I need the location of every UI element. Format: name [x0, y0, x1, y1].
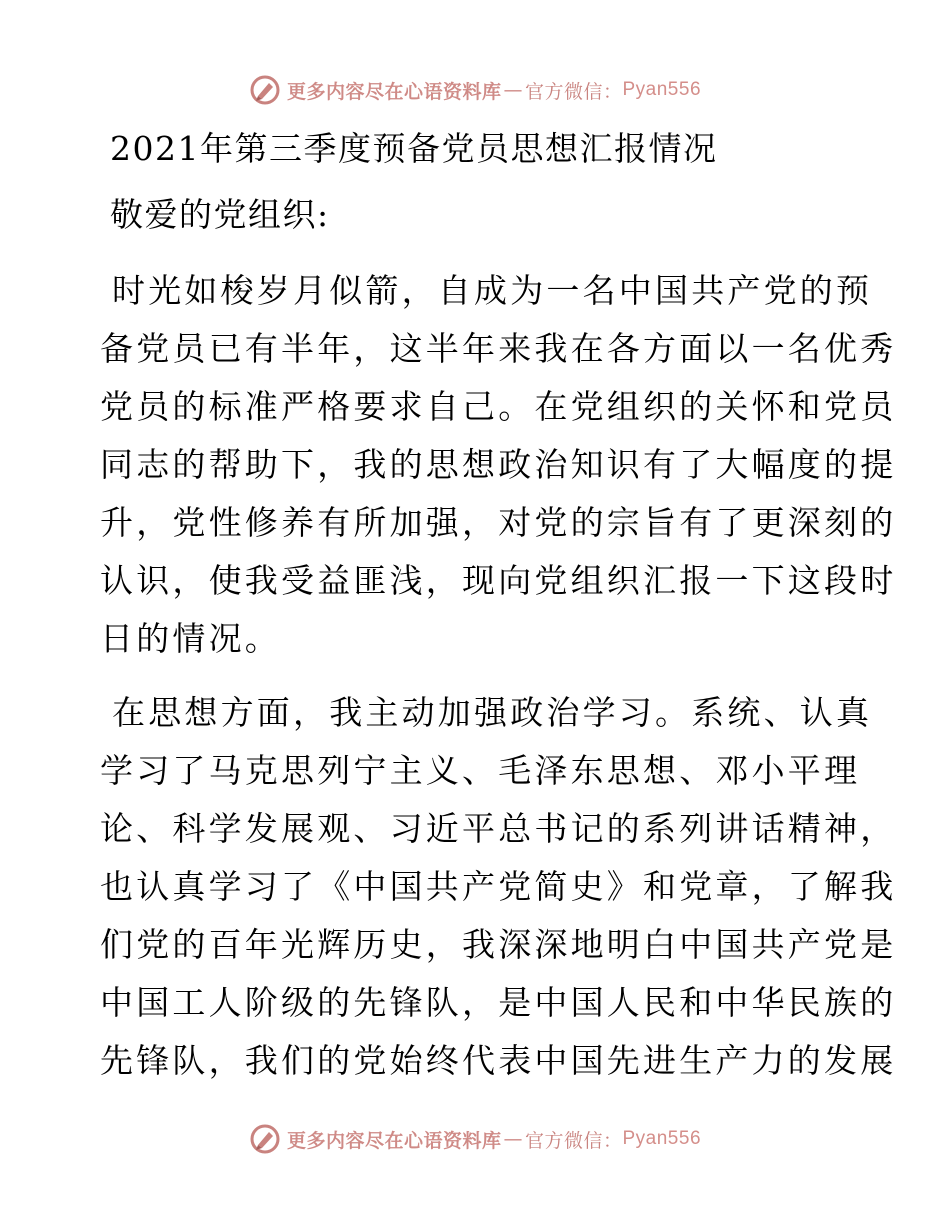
watermark-dash: —	[503, 79, 523, 101]
paragraph-line: 在思想方面，我主动加强政治学习。系统、认真	[112, 693, 873, 732]
watermark-sub-text: 官方微信：	[524, 1129, 623, 1152]
paragraph-line: 时光如梭岁月似箭，自成为一名中国共产党的预	[112, 271, 873, 310]
watermark-dash: —	[503, 1128, 523, 1150]
watermark-wechat-id: Pyan556	[622, 1128, 702, 1149]
salutation: 敬爱的党组织:	[110, 195, 330, 234]
paragraph-line: 认识，使我受益匪浅，现向党组织汇报一下这段时	[100, 561, 897, 600]
paragraph-1	[100, 262, 897, 668]
paragraph-line: 升，党性修养有所加强，对党的宗旨有了更深刻的	[100, 503, 897, 542]
paragraph-line: 们党的百年光辉历史，我深深地明白中国共产党是	[100, 925, 897, 964]
paragraph-line: 日的情况。	[100, 619, 281, 658]
pen-logo-icon	[249, 74, 281, 106]
paragraph-line: 中国工人阶级的先锋队，是中国人民和中华民族的	[100, 983, 897, 1022]
watermark-wechat-id: Pyan556	[622, 79, 702, 100]
paragraph-line: 党员的标准严格要求自己。在党组织的关怀和党员	[100, 387, 897, 426]
paragraph-line: 也认真学习了《中国共产党简史》和党章，了解我	[100, 867, 897, 906]
watermark-sub-text: 官方微信：	[524, 80, 623, 103]
paragraph-line: 论、科学发展观、习近平总书记的系列讲话精神，	[100, 809, 897, 848]
paragraph-line: 同志的帮助下，我的思想政治知识有了大幅度的提	[100, 445, 897, 484]
paragraph-2	[100, 684, 897, 1090]
watermark-main-text: 更多内容尽在心语资料库	[286, 1129, 502, 1152]
pen-logo-icon	[249, 1123, 281, 1155]
paragraph-line: 备党员已有半年，这半年来我在各方面以一名优秀	[100, 329, 897, 368]
footer-watermark	[0, 1119, 950, 1159]
watermark-main-text: 更多内容尽在心语资料库	[286, 80, 502, 103]
paragraph-line: 先锋队，我们的党始终代表中国先进生产力的发展	[100, 1041, 897, 1080]
paragraph-line: 学习了马克思列宁主义、毛泽东思想、邓小平理	[100, 751, 861, 790]
header-watermark	[0, 70, 950, 110]
document-body	[100, 120, 897, 1106]
document-title: 2021年第三季度预备党员思想汇报情况	[110, 129, 718, 168]
